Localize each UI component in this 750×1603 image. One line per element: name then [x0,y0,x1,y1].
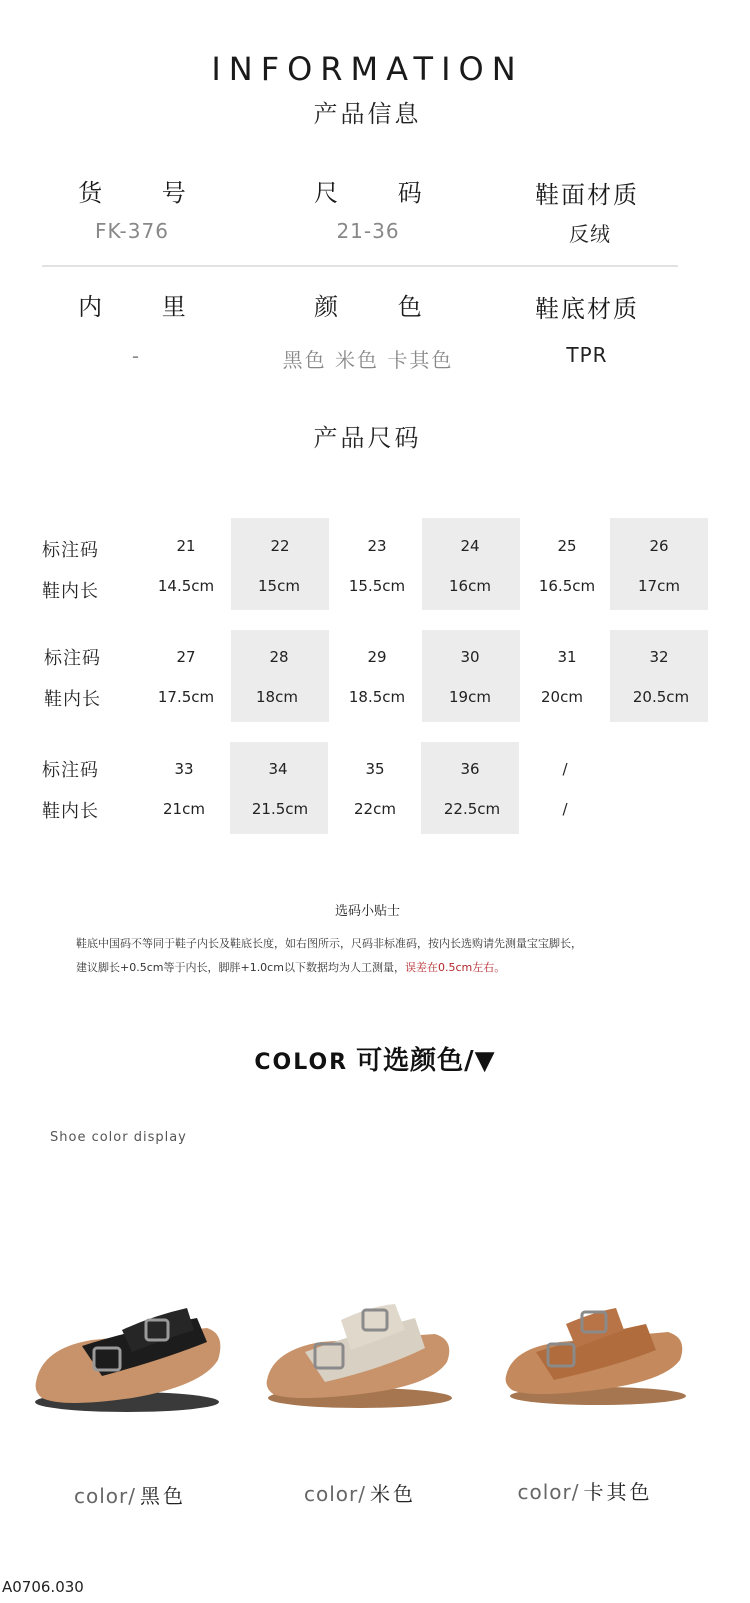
length-value: 14.5cm [157,577,215,595]
info-label-color: 颜 色 [314,293,448,321]
size-value: 26 [649,537,669,555]
size-value-empty: / [562,760,568,778]
info-divider [42,265,678,267]
tips-title: 选码小贴士 [334,904,400,919]
info-value-item-no: FK-376 [95,219,169,243]
color-caption-name: 卡其色 [583,1480,653,1504]
size-value: 31 [557,648,577,666]
color-caption-khaki [475,1476,695,1505]
info-label-item-no: 货 号 [78,179,212,207]
page-title-en: INFORMATION [211,50,524,88]
row-label-length: 鞋内长 [42,581,99,602]
size-cell-shade [610,518,708,610]
length-value: 20cm [541,688,583,706]
shoe-image-khaki [498,1290,708,1440]
info-value-size: 21-36 [336,219,400,243]
length-value: 19cm [449,688,491,706]
length-value: 17.5cm [157,688,215,706]
color-caption-black [20,1480,240,1509]
size-value: 33 [174,760,194,778]
info-value-upper-material: 反绒 [569,222,611,246]
length-value: 17cm [638,577,680,595]
info-label-upper-material: 鞋面材质 [535,181,639,209]
size-value: 22 [270,537,290,555]
length-value: 16.5cm [538,577,596,595]
shoe-display-label: Shoe color display [50,1130,187,1145]
length-value: 21cm [163,800,205,818]
tips-line-2-error-note: 误差在0.5cm左右。 [404,961,506,974]
size-cell-shade [422,518,520,610]
length-value: 20.5cm [632,688,690,706]
size-cell-shade [422,630,520,722]
color-caption-prefix: color/ [74,1484,136,1508]
length-value: 22.5cm [443,800,501,818]
sku-code: A0706.030 [2,1578,84,1596]
length-value: 15cm [258,577,300,595]
length-value: 22cm [354,800,396,818]
color-caption-prefix: color/ [517,1480,580,1504]
size-value: 36 [460,760,480,778]
size-cell-shade [230,742,328,834]
size-chart-title: 产品尺码 [313,424,422,452]
length-value: 21.5cm [251,800,309,818]
tips-line-2-main: 建议脚长+0.5cm等于内长，脚胖+1.0cm以下数据均为人工测量， [76,961,405,974]
size-value: 27 [176,648,196,666]
info-value-color: 黑色 米色 卡其色 [282,348,454,372]
color-caption-prefix: color/ [304,1482,366,1506]
size-value: 23 [367,537,387,555]
row-label-length: 鞋内长 [44,689,101,710]
color-caption-name: 米色 [370,1482,416,1506]
color-caption-beige [250,1478,470,1507]
size-value: 24 [460,537,480,555]
info-label-size: 尺 码 [314,179,448,207]
row-label-size: 标注码 [42,540,99,561]
page-title-cn: 产品信息 [313,100,422,128]
size-value: 29 [367,648,387,666]
color-caption-name: 黑色 [140,1484,186,1508]
tips-line-1: 鞋底中国码不等同于鞋子内长及鞋底长度，如右图所示，尺码非标准码，按内长选购请先测量宝宝脚长， [76,937,582,950]
size-cell-shade [231,518,329,610]
color-heading-en: COLOR [254,1050,349,1075]
length-value-empty: / [562,800,568,818]
size-value: 25 [557,537,577,555]
size-value: 28 [269,648,289,666]
size-value: 32 [649,648,669,666]
size-value: 21 [176,537,196,555]
length-value: 15.5cm [348,577,406,595]
length-value: 16cm [449,577,491,595]
info-label-lining: 内 里 [78,293,212,321]
color-heading [0,1040,750,1077]
length-value: 18cm [256,688,298,706]
length-value: 18.5cm [348,688,406,706]
color-heading-cn: 可选颜色/▼ [356,1046,496,1076]
size-value: 30 [460,648,480,666]
shoe-image-beige [255,1290,465,1440]
info-value-lining: - [131,344,141,368]
size-cell-shade [610,630,708,722]
info-label-sole-material: 鞋底材质 [535,295,639,323]
row-label-size: 标注码 [42,760,99,781]
tips-line-2 [76,959,696,975]
shoe-image-black [22,1290,232,1440]
row-label-length: 鞋内长 [42,801,99,822]
size-cell-shade [231,630,329,722]
size-cell-shade [421,742,519,834]
size-value: 34 [268,760,288,778]
info-value-sole-material: TPR [566,343,608,367]
row-label-size: 标注码 [44,648,101,669]
size-value: 35 [365,760,385,778]
